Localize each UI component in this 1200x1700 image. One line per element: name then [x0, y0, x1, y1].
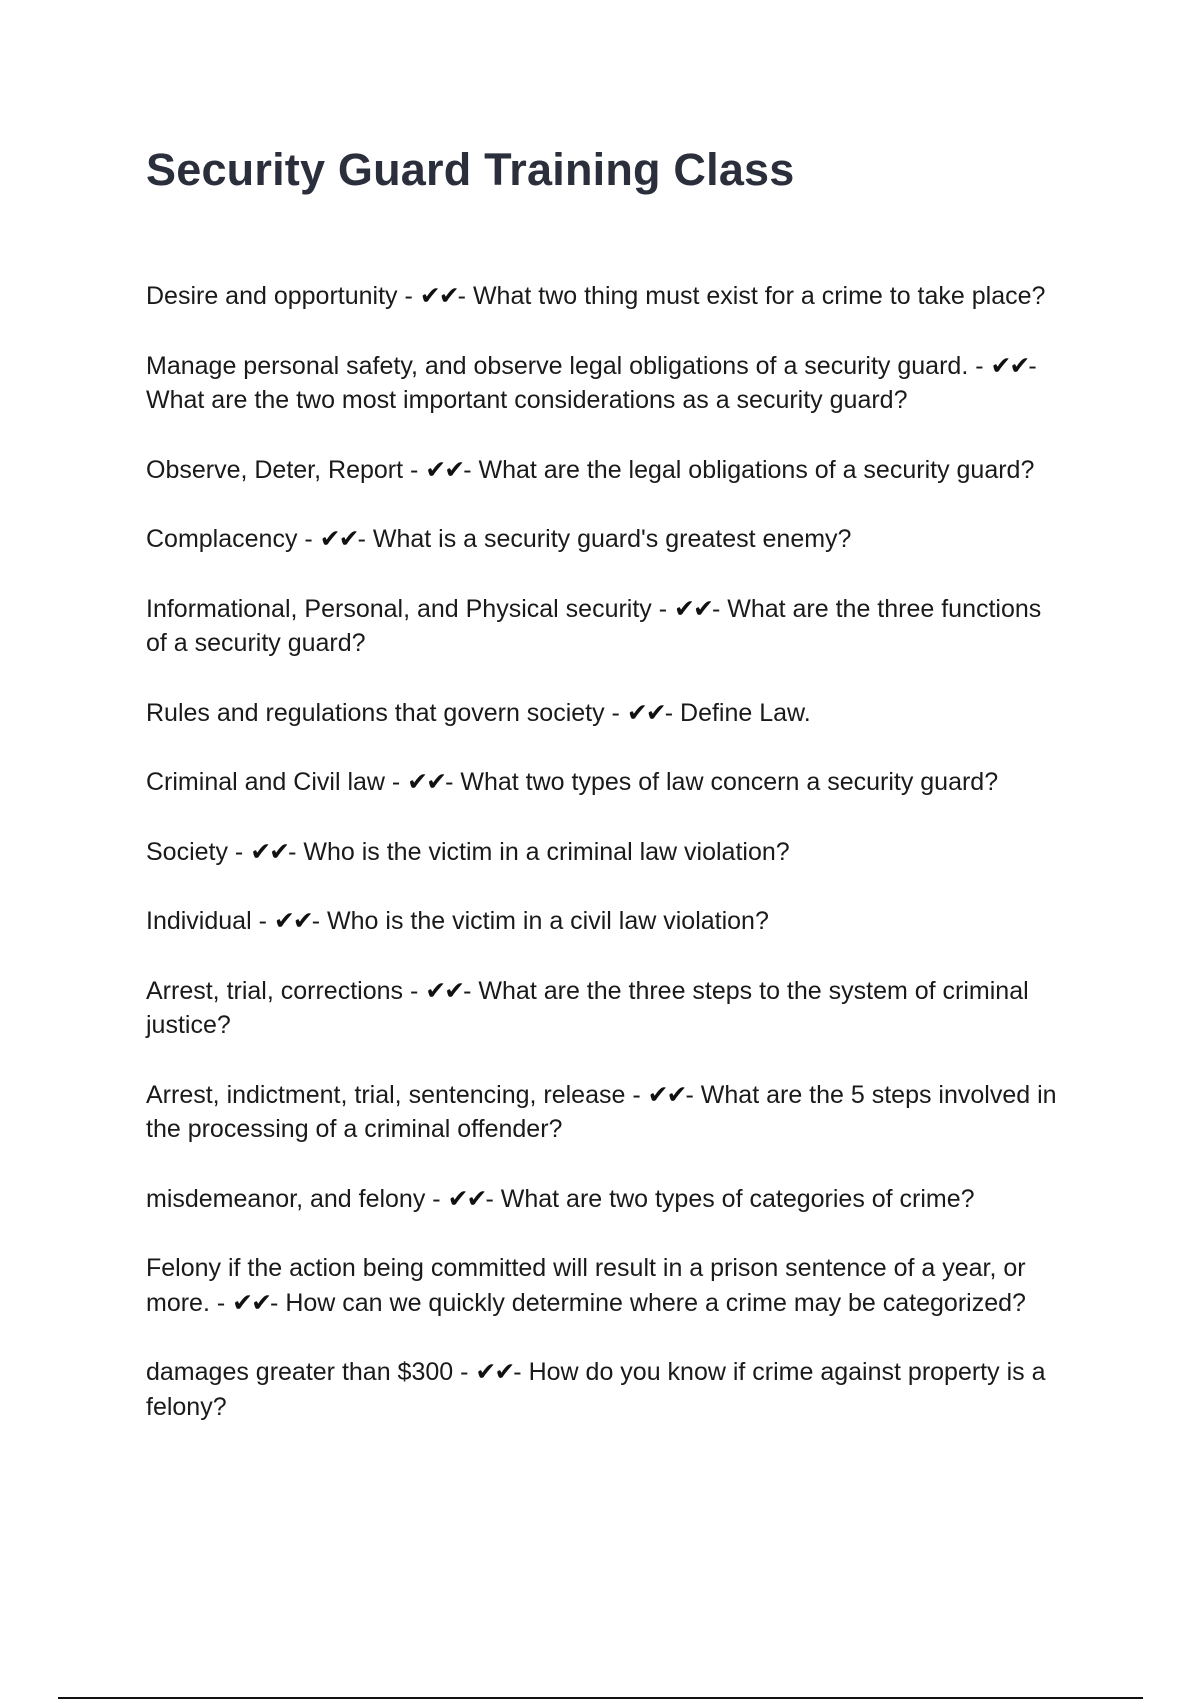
list-item: Informational, Personal, and Physical security - ✔✔- What are the three functions of a security guard?	[146, 593, 1042, 657]
answer-text: Arrest, trial, corrections	[146, 976, 404, 1005]
list-item: Individual - ✔✔- Who is the victim in a civil law violation?	[146, 904, 1066, 939]
answer-text: Desire and opportunity	[146, 282, 398, 310]
list-item: Arrest, indictment, trial, sentencing, release - ✔✔- What are the 5 steps involved in the processing of a criminal offender?	[146, 1079, 1057, 1143]
list-item: Complacency - ✔✔- What is a security guard's greatest enemy?	[146, 522, 1066, 557]
question-text: What are the legal obligations of a security guard?	[478, 455, 1035, 484]
double-check-icon: ✔✔	[319, 524, 358, 553]
list-item: misdemeanor, and felony - ✔✔- What are two types of categories of crime?	[146, 1182, 1066, 1217]
question-text: What are the three functions of a security guard?	[146, 594, 1042, 657]
list-item: Rules and regulations that govern society - ✔✔- Define Law.	[146, 696, 1066, 731]
answer-text: Criminal and Civil law	[146, 768, 385, 796]
double-check-icon: ✔✔	[419, 281, 458, 310]
list-item: Society - ✔✔- Who is the victim in a criminal law violation?	[146, 835, 1066, 870]
question-text: Who is the victim in a criminal law violation?	[303, 837, 790, 866]
question-text: How can we quickly determine where a crime may be categorized?	[285, 1288, 1026, 1317]
double-check-icon: ✔✔	[647, 1079, 686, 1109]
answer-text: Complacency	[146, 525, 298, 553]
list-item: Manage personal safety, and observe legal obligations of a security guard. - ✔✔- What are the two most important considerations as a security guard?	[146, 350, 1037, 414]
question-text: What two thing must exist for a crime to take place?	[472, 282, 1046, 310]
footer-divider	[58, 1697, 1143, 1699]
list-item: Felony if the action being committed will result in a prison sentence of a year, or more. - ✔✔- How can we quickly determine where a crime may be categorized?	[146, 1251, 1066, 1320]
double-check-icon: ✔✔	[425, 454, 464, 484]
double-check-icon: ✔✔	[407, 767, 446, 796]
list-item: Criminal and Civil law - ✔✔- What two types of law concern a security guard?	[146, 765, 1066, 800]
answer-text: Felony if the action being committed will result in a prison sentence of a year, or more.	[146, 1254, 1026, 1317]
answer-text: Arrest, indictment, trial, sentencing, release	[146, 1080, 626, 1109]
question-text: What are the three steps to the system of criminal justice?	[146, 976, 1029, 1039]
double-check-icon: ✔✔	[447, 1183, 486, 1213]
document-title: Security Guard Training Class	[146, 144, 795, 195]
flashcard-list	[146, 279, 1066, 1459]
double-check-icon: ✔✔	[475, 1357, 514, 1386]
answer-text: Society	[146, 837, 228, 866]
question-text: What are the 5 steps involved in the processing of a criminal offender?	[146, 1080, 1057, 1143]
double-check-icon: ✔✔	[626, 697, 665, 727]
answer-text: Manage personal safety, and observe legal obligations of a security guard.	[146, 351, 969, 380]
list-item: Observe, Deter, Report - ✔✔- What are the legal obligations of a security guard?	[146, 453, 1066, 488]
double-check-icon: ✔✔	[273, 906, 312, 935]
answer-text: Rules and regulations that govern society	[146, 698, 605, 727]
question-text: What are the two most important considerations as a security guard?	[146, 386, 908, 414]
list-item: Arrest, trial, corrections - ✔✔- What are the three steps to the system of criminal justice?	[146, 975, 1029, 1039]
answer-text: Individual	[146, 907, 252, 935]
question-text: What is a security guard's greatest enemy?	[372, 525, 852, 553]
answer-text: misdemeanor, and felony	[146, 1184, 426, 1213]
question-text: Define Law.	[680, 698, 811, 727]
question-text: Who is the victim in a civil law violation?	[327, 907, 769, 935]
answer-text: Informational, Personal, and Physical security	[146, 594, 652, 623]
answer-text: Observe, Deter, Report	[146, 455, 404, 484]
question-text: What two types of law concern a security guard?	[460, 768, 999, 796]
double-check-icon: ✔✔	[674, 593, 712, 623]
list-item: Desire and opportunity - ✔✔- What two thing must exist for a crime to take place?	[146, 279, 1066, 314]
question-text: How do you know if crime against property is a felony?	[146, 1358, 1046, 1421]
list-item: damages greater than $300 - ✔✔- How do you know if crime against property is a felony?	[146, 1357, 1046, 1421]
double-check-icon: ✔✔	[990, 350, 1029, 380]
double-check-icon: ✔✔	[250, 836, 289, 866]
double-check-icon: ✔✔	[232, 1287, 271, 1317]
question-text: What are two types of categories of crime?	[500, 1184, 975, 1213]
double-check-icon: ✔✔	[425, 975, 464, 1005]
answer-text: damages greater than $300	[146, 1358, 454, 1386]
